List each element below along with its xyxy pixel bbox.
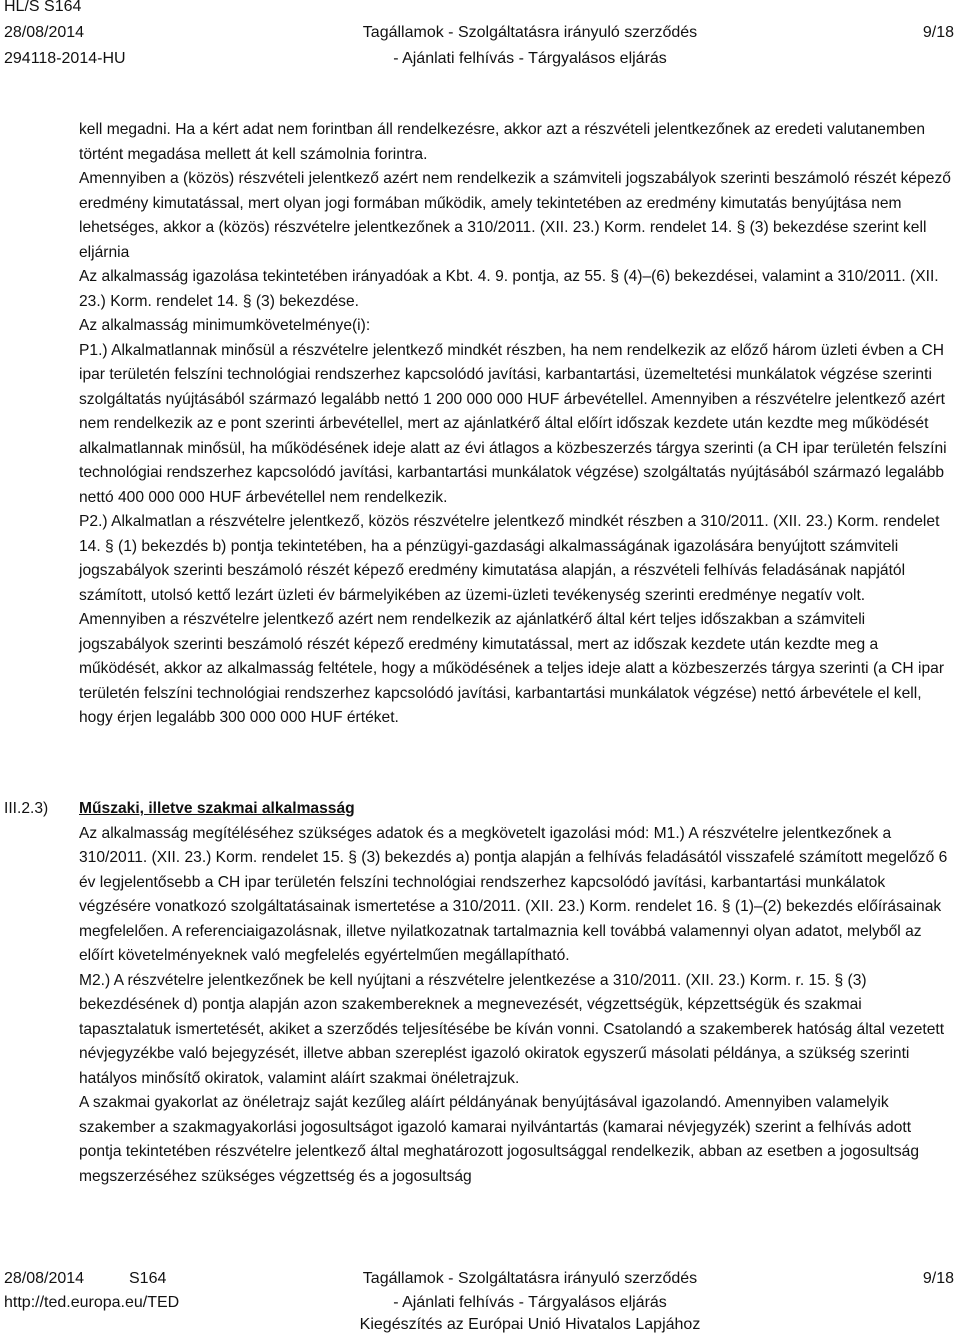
footer-title-line3: Kiegészítés az Európai Unió Hivatalos Lapjához: [359, 1316, 701, 1333]
footer-title-line2: - Ajánlati felhívás - Tárgyalásos eljárás: [393, 1294, 667, 1311]
paragraph: kell megadni. Ha a kért adat nem forintban áll rendelkezésre, akkor azt a részvételi jelentkezőnek az eredeti valutanemben történt megadása mellett át kell számolnia forintra.: [79, 121, 925, 163]
footer-url[interactable]: http://ted.europa.eu/TED: [4, 1294, 180, 1311]
footer-issue: S164: [129, 1270, 167, 1287]
footer-title-line1: Tagállamok - Szolgáltatásra irányuló szerződés: [362, 1270, 698, 1287]
paragraph: Amennyiben a (közös) részvételi jelentkező azért nem rendelkezik a számviteli jogszabályok szerinti beszámoló részét képező eredmény kimutatással, mert olyan jogi formában működik, amely tekintetében az eredmény kimutatás benyújtása nem lehetséges, akkor a (közös) részvételre jelentkezőnek a 310/2011. (XII. 23.) Korm. rendelet 14. § (3) bekezdése szerint kell eljárnia: [79, 170, 951, 261]
body-block-2: [79, 797, 951, 1189]
paragraph: Az alkalmasság megítéléséhez szükséges adatok és a megkövetelt igazolási mód: M1.) A részvételre jelentkezőnek a 310/2011. (XII. 23.) Korm. rendelet 15. § (3) bekezdés a) pontja alapján a felhívás feladásától visszafelé számított megelőző 6 év legjelentősebb a CH ipar területén felszíni technológiai rendszerhez kapcsolódó javítási, karbantartási munkálatok végzésére vonatkozó szolgáltatásainak ismertetése a 310/2011. (XII. 23.) Korm. rendelet 16. § (1)–(2) bekezdés előírásainak megfelelően. A referenciaigazolásnak, illetve nyilatkozatnak tartalmaznia kell továbbá valamennyi olyan adatot, melyből az előírt követelményeknek való megfelelés egyértelműen megállapítható.: [79, 824, 948, 964]
section-title: Műszaki, illetve szakmai alkalmasság: [79, 800, 355, 817]
header-date: 28/08/2014: [4, 24, 85, 41]
journal-id: HL/S S164: [4, 0, 82, 15]
header-page-number: 9/18: [922, 24, 954, 41]
paragraph: Az alkalmasság minimumkövetelménye(i):: [79, 317, 371, 334]
body-block-1: [79, 118, 951, 731]
section-number: III.2.3): [4, 800, 49, 817]
footer-date: 28/08/2014: [4, 1270, 85, 1287]
paragraph: P1.) Alkalmatlannak minősül a részvételre jelentkező mindkét részben, ha nem rendelkezik az előző három üzleti évben a CH ipar területén felszíni technológiai rendszerhez kapcsolódó javítási, karbantartási, üzemeltetési munkálatok végzése szerinti szolgáltatás nyújtásából származó legalább nettó 1 200 000 000 HUF árbevétellel. Amennyiben a részvételre jelentkező azért nem rendelkezik az e pont szerinti árbevétellel, mert az ajánlatkérő által előírt időszak kezdete után kezdte meg működését alkalmatlannak minősül, ha működésének ideje alatt az évi átlagos a közbeszerzés tárgya szerinti (a CH ipar területén felszíni technológiai rendszerhez kapcsolódó javítási, karbantartási munkálatok végzése) szolgáltatás nyújtásából származó legalább nettó 400 000 000 HUF árbevétellel nem rendelkezik.: [79, 341, 947, 506]
footer-page-number: 9/18: [922, 1270, 954, 1287]
notice-id: 294118-2014-HU: [4, 50, 126, 67]
paragraph: A szakmai gyakorlat az önéletrajz saját kezűleg aláírt példányának benyújtásával igazolandó. Amennyiben valamelyik szakember a szakmagyakorlási jogosultságot igazoló kamarai nyilvántartás (kamarai névjegyzék) szerint a felhívás adott pontja tekintetében részvételre jelentkező által meghatározott jogosultsággal rendelkezik, abban az esetben a jogosultság megszerzéséhez szükséges végzettség és a jogosultság: [79, 1094, 920, 1185]
paragraph: P2.) Alkalmatlan a részvételre jelentkező, közös részvételre jelentkező mindkét részben a 310/2011. (XII. 23.) Korm. rendelet 14. § (1) bekezdés b) pontja tekintetében, ha a pénzügyi-gazdasági alkalmasságának igazolására benyújtott számviteli jogszabályok szerinti beszámoló részét képező eredmény kimutatása alapján, a részvételi felhívás feladásának napjától számított, utolsó kettő lezárt üzleti év bármelyikében az üzemi-üzleti tevékenység szerinti eredménye negatív volt. Amennyiben a részvételre jelentkező azért nem rendelkezik az ajánlatkérő által kért teljes időszakban a számviteli jogszabályok szerinti beszámoló részét képező eredmény kimutatással, mert az időszak kezdete után kezdte meg a működését, akkor az alkalmasság feltétele, hogy a működésének a teljes ideje alatt a közbeszerzés tárgya szerinti (a CH ipar területén felszíni technológiai rendszerhez kapcsolódó javítási, karbantartási munkálatok végzése) nettó árbevétele el kell, hogy érjen legalább 300 000 000 HUF értéket.: [79, 513, 945, 726]
paragraph: Az alkalmasság igazolása tekintetében irányadóak a Kbt. 4. 9. pontja, az 55. § (4)–(6) bekezdései, valamint a 310/2011. (XII. 23.) Korm. rendelet 14. § (3) bekezdése.: [79, 268, 939, 310]
paragraph: M2.) A részvételre jelentkezőnek be kell nyújtani a részvételre jelentkezése a 310/2011. (XII. 23.) Korm. r. 15. § (3) bekezdésének d) pontja alapján azon szakembereknek a megnevezését, végzettségük, képzettségük és szakmai tapasztalatuk ismertetését, akiket a szerződés teljesítésébe be kíván vonni. Csatolandó a szakemberek hatóság által vezetett névjegyzékbe való bejegyzését, illetve abban szereplést igazoló okiratok egyszerű másolati példánya, a szükség szerinti hatályos minősítő okiratok, valamint aláírt szakmai önéletrajzuk.: [79, 971, 945, 1087]
header-title-line2: - Ajánlati felhívás - Tárgyalásos eljárás: [393, 50, 667, 67]
header-title-line1: Tagállamok - Szolgáltatásra irányuló szerződés: [362, 24, 698, 41]
